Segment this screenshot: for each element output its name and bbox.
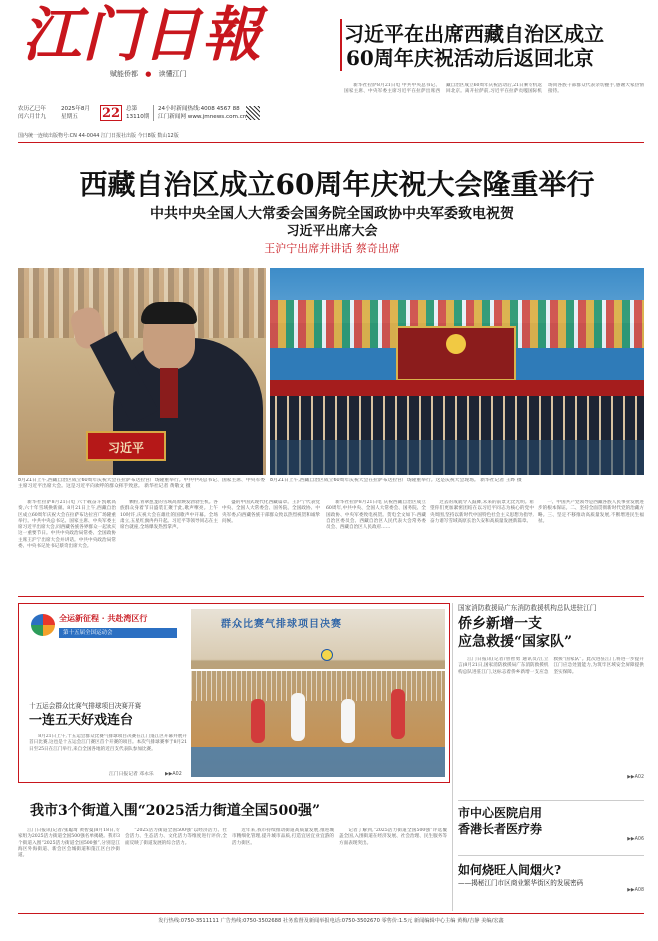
- rostrum: [270, 380, 644, 396]
- games-banner: [31, 610, 181, 644]
- street-col1: [18, 828, 120, 908]
- top-headline-body: [344, 83, 644, 135]
- fire-story: [458, 603, 644, 796]
- issue-total-label: 总第: [126, 106, 138, 112]
- smoke-subtitle: ——揭秘江门市区商业繁华街区的发展密码: [458, 879, 584, 887]
- headline-rule: [340, 19, 342, 71]
- venue-slogan: 群众比赛气排球项目决赛: [221, 619, 342, 630]
- month-label: 2025年8月: [61, 106, 90, 112]
- slogan-left: 赋能侨都: [110, 70, 138, 78]
- street-col1-text: 江门日报讯(记者/张聪琦 黄智曼)8月18日,专家组为2025活力街道全国500强名单揭晓。我市3个街道入围“2025活力街道全国500强”,分别是江海区外海街道、新会区会城街道和蓬江区白沙街道。: [18, 828, 120, 859]
- issue-number: [126, 105, 149, 121]
- lead-subtitle-1: 中共中央全国人大常委会国务院全国政协中央军委致电祝贺: [150, 206, 514, 222]
- footer-rule: [18, 913, 644, 914]
- right-divider-1: [458, 800, 644, 801]
- lead-body-col4: [326, 500, 426, 588]
- caption-2-text: 8月21日上午,西藏自治区成立60周年庆祝大会在拉萨布达拉宫广场隆重举行。这是庆祝大会现场。: [270, 478, 479, 483]
- date-strip: [18, 105, 333, 129]
- games-banner-bottom: 第十五届全国运动会: [59, 628, 177, 638]
- caption-2-credit: 新华社记者 王晔 摄: [480, 478, 522, 483]
- lead-subtitle-3: 王沪宁出席并讲话 蔡奇出席: [264, 242, 400, 255]
- top-headline-line2: 60周年庆祝活动后返回北京: [346, 46, 594, 70]
- smoke-story: [458, 862, 644, 908]
- street-col4-text: 记者了解到,“2025活力街道全国500强”评选覆盖全国,入围街道在经济发展、社会治理、民生服务等方面表现突出。: [339, 828, 447, 846]
- lead-body-col3: [222, 500, 320, 588]
- volleyball-photo: [191, 609, 445, 777]
- website-label[interactable]: 江门新闻网 www.jmnews.com.cn: [158, 114, 247, 120]
- slogan-dot: ●: [145, 70, 152, 78]
- sport-title: 一连五天好戏连台: [29, 713, 134, 728]
- lead-subtitle-2: 习近平出席大会: [286, 224, 378, 239]
- lead-photo-leader: [18, 268, 266, 475]
- sport-body-text: 8月21日上午,十五运会群众比赛气排球项目决赛在江门蓬江区开幕并展开首日比赛,这也是十五运会江门赛区首个开赛的项目。本次气排球赛事于8月21日至25日在江门举行,来自全国各地的近百支代表队参加比赛。: [29, 734, 187, 752]
- lead-body-col6-text: 一、中国共产党领导是西藏各族人民事业发展进步的根本保证。二、坚持全面贯彻新时代党的治藏方略。三、坚定不移推动高质量发展,不断增进民生福祉。: [538, 500, 644, 524]
- lead-body-col5: [430, 500, 534, 588]
- lead-body-col5-text: 过去的成就令人鼓舞,未来的前景无比光明。希望你们更加紧密团结在以习近平同志为核心的党中央周围,坚持以新时代中国特色社会主义思想为指导,奋力谱写雪域高原长治久安和高质量发展新篇章。: [430, 500, 534, 524]
- street-col2-text: “2025活力街道全国500强”以经济活力、社会活力、生态活力、文化活力等维度进行评价,全面反映了街道发展的综合活力。: [125, 828, 227, 846]
- court-floor: [191, 747, 445, 777]
- qr-code-icon[interactable]: [246, 106, 260, 120]
- hospital-title-1: 市中心医院启用: [458, 806, 543, 820]
- street-title: 我市3个街道入围“2025活力街道全国500强”: [30, 803, 321, 819]
- crowd-background: [18, 268, 266, 338]
- leader-hair: [141, 302, 197, 324]
- sport-box: [18, 603, 450, 783]
- hospital-jump[interactable]: ▶▶A06: [627, 837, 644, 842]
- hotline-label: 24小时新闻热线:4008 4567 88: [158, 106, 240, 112]
- lunar-date: [18, 105, 46, 121]
- player-2: [291, 693, 305, 741]
- fire-title-1: 侨乡新增一支: [458, 616, 542, 632]
- name-banner: 习近平: [86, 431, 166, 461]
- leader-tie: [160, 368, 178, 418]
- lead-caption-1: [18, 478, 266, 494]
- slogan-right: 读懂江门: [158, 70, 187, 78]
- player-3: [341, 699, 355, 743]
- newspaper-logo: 江门日報: [22, 0, 263, 69]
- street-col2: [125, 828, 227, 908]
- player-4: [391, 689, 405, 739]
- fire-jump[interactable]: ▶▶A02: [627, 775, 644, 780]
- masthead: [0, 0, 658, 140]
- caption-1-credit: 新华社记者 黄敬文 摄: [144, 484, 191, 490]
- lead-photo-assembly: [270, 268, 644, 475]
- top-headline-line1: 习近平在出席西藏自治区成立: [344, 22, 604, 46]
- games-logo-icon: [31, 614, 55, 636]
- column-divider: [452, 603, 453, 911]
- slogan: [110, 69, 187, 79]
- info-bar: 国内统一连续出版物号:CN 44-0044 江门日报社出版 今日8版 数山12版: [18, 133, 179, 139]
- fire-kicker: 国家消防救援局广东消防救援机构总队进驻江门: [458, 604, 597, 612]
- lead-body-col1: [18, 500, 116, 588]
- lead-body-col2-text: 颗粒,青翠葱茏的雪域高原焕发勃勃生机。各族群众身着节日盛装汇聚于此,歌声嘹亮。上午10时许,庆祝大会在雄壮的国歌声中开幕。全场肃立,五星红旗冉冉升起。习近平等领导同志在主席台就座,全场爆发热烈掌声。: [120, 500, 218, 531]
- front-row: [270, 440, 644, 475]
- national-emblem-icon: [446, 334, 466, 354]
- lunar-line2: 闰六月廿九: [18, 114, 46, 120]
- lead-body-col3-text: 盛的中国式现代化西藏篇章。王沪宁代表党中央、全国人大常委会、国务院、全国政协、中央军委,向西藏各族干部群众致以热烈祝贺和诚挚问候。: [222, 500, 320, 524]
- lead-title: 西藏自治区成立60周年庆祝大会隆重举行: [79, 168, 595, 201]
- divider: [153, 105, 154, 121]
- street-col3: [232, 828, 334, 908]
- games-banner-top: 全运新征程 · 共赴湾区行: [59, 613, 148, 623]
- smoke-title: 如何烧旺人间烟火?: [458, 863, 562, 877]
- hospital-story: [458, 805, 644, 845]
- footer-info: 发行热线:0750-3511111 广告热线:0750-3502688 社务监督及新闻举报电话:0750-3502670 零售价:1.5元 新闻编辑中心主编 黄梅/吉静 美编/宏鑫: [158, 918, 504, 924]
- sport-body: [29, 734, 187, 772]
- issue-no-label: 13110期: [126, 114, 150, 120]
- gregorian-date: [61, 105, 90, 121]
- sport-jump[interactable]: ▶▶A02: [165, 772, 182, 777]
- volleyball-net: [191, 671, 445, 701]
- top-headline: [344, 22, 644, 70]
- street-col4: [339, 828, 447, 908]
- sport-subtitle: 十五运会群众比赛气排球项目决赛开赛: [29, 702, 142, 710]
- fire-title-2: 应急救援“国家队”: [458, 634, 573, 650]
- fire-body-text: 江门日报讯(记者/曾智勇 通讯员/江立言)8月21日,国家消防救援局广东消防救援机构总队进驻江门,这标志着侨乡新增一支应急救援“国家队”。此次进驻江门,将进一步提升江门应急处置能力,为筑牢区域安全屏障提供坚实保障。: [458, 657, 644, 675]
- volleyball-icon: [321, 649, 333, 661]
- player-1: [251, 699, 265, 743]
- lead-body-col1-text: 新华社拉萨8月21日电 六十载奋斗凯歌高奏,六十年雪域换新颜。8月21日上午,西藏自治区成立60周年庆祝大会在拉萨布达拉宫广场隆重举行。中共中央总书记、国家主席、中央军委主席习近平出席大会,同西藏各族各界群众一起欢庆这一重要节日。中共中央政治局常委、全国政协主席王沪宁出席大会并讲话。中共中央政治局常委、中央书记处书记蔡奇出席大会。: [18, 500, 116, 550]
- street-col3-text: 近年来,我市持续推动街道高质量发展,推进城市精细化管理,提升城市品质,打造宜居宜业宜游的活力街区。: [232, 828, 334, 846]
- fire-body: [458, 657, 644, 775]
- caption-1-text: 8月21日上午,西藏自治区成立60周年庆祝大会在拉萨布达拉宫广场隆重举行。中共中央总书记、国家主席、中央军委主席习近平出席大会。这是习近平向欢呼的群众挥手致意。: [18, 478, 266, 490]
- right-divider-2: [458, 855, 644, 856]
- top-headline-text: 新华社拉萨8月21日电 中共中央总书记、国家主席、中央军委主席习近平在拉萨出席西藏自治区成立60周年庆祝活动后,21日乘专机返回北京。离开拉萨前,习近平在拉萨贡嘎国际机场同各族干部群众代表亲切握手,感谢大家热情接待。: [344, 83, 644, 95]
- smoke-jump[interactable]: ▶▶A08: [627, 888, 644, 893]
- lead-body-col4-text: 新华社拉萨8月21日电 庆祝西藏自治区成立60周年,中共中央、全国人大常委会、国务院、全国政协、中央军委致电祝贺。贺电全文如下:西藏自治区委员会、西藏自治区人民代表大会常务委员会、西藏自治区人民政府……: [326, 500, 426, 531]
- day-number: 22: [101, 106, 121, 121]
- sport-credit: 江门日报记者 邓永乐: [109, 772, 154, 777]
- lead-caption-2: [270, 478, 644, 494]
- lead-body-col6: [538, 500, 644, 588]
- masthead-rule: [18, 142, 644, 143]
- lead-body-col2: [120, 500, 218, 588]
- hospital-title-2: 香港长者医疗券: [458, 822, 543, 836]
- hotline: [158, 105, 246, 121]
- lunar-line1: 农历乙巳年: [18, 106, 46, 112]
- weekday-label: 星期五: [61, 114, 78, 120]
- lead-bottom-rule: [18, 596, 644, 597]
